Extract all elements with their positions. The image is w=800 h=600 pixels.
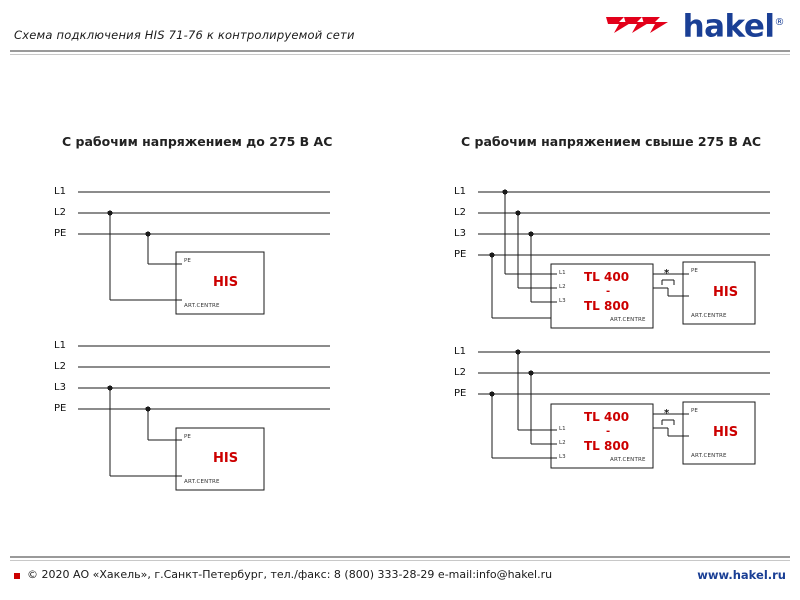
pin-label-l3-tl-bottom: L3 bbox=[559, 454, 566, 460]
footer-divider-thin bbox=[10, 560, 790, 561]
line-label-pe-left-bottom: PE bbox=[54, 403, 67, 414]
footer-divider-thick bbox=[10, 556, 790, 558]
line-label-l2-right-top: L2 bbox=[454, 207, 466, 218]
header-divider-thick bbox=[10, 50, 790, 52]
column-title-right: С рабочим напряжением свыше 275 В AC bbox=[461, 134, 762, 149]
art-centre-label-tl-bottom: ART.CENTRE bbox=[610, 457, 646, 463]
line-label-l1-right-bottom: L1 bbox=[454, 346, 466, 357]
hakel-logo bbox=[604, 4, 784, 45]
logo-wordmark bbox=[683, 4, 784, 45]
logo-text: hakel bbox=[682, 8, 775, 45]
asterisk-marker-top: * bbox=[664, 268, 670, 279]
art-centre-label-his-top: ART.CENTRE bbox=[691, 313, 727, 319]
lightning-bolts-icon bbox=[606, 13, 668, 35]
device-label-his-right-bottom: HIS bbox=[713, 425, 739, 440]
asterisk-marker-bottom: * bbox=[664, 408, 670, 419]
header-divider-thin bbox=[10, 54, 790, 55]
art-centre-label-tl-top: ART.CENTRE bbox=[610, 317, 646, 323]
pin-label-l3-tl-top: L3 bbox=[559, 298, 566, 304]
device-label-tl400-top: TL 400 bbox=[584, 270, 630, 284]
device-label-dash-bottom: - bbox=[606, 426, 611, 437]
device-label-tl800-bottom: TL 800 bbox=[584, 439, 630, 453]
line-label-pe-right-top: PE bbox=[454, 249, 467, 260]
wiring-schematic bbox=[0, 56, 800, 556]
pin-label-l1-tl-bottom: L1 bbox=[559, 426, 566, 432]
footer-website-link[interactable]: www.hakel.ru bbox=[697, 568, 786, 582]
pin-label-pe-his-bottom: PE bbox=[691, 408, 698, 414]
line-label-l1-left-bottom: L1 bbox=[54, 340, 66, 351]
pin-label-l2-tl-bottom: L2 bbox=[559, 440, 566, 446]
diagram-area bbox=[0, 56, 800, 556]
line-label-l1-left-top: L1 bbox=[54, 186, 66, 197]
art-centre-label-left-bottom: ART.CENTRE bbox=[184, 479, 220, 485]
pin-label-l2-tl-top: L2 bbox=[559, 284, 566, 290]
line-label-l3-right-top: L3 bbox=[454, 228, 466, 239]
page-header bbox=[0, 0, 800, 52]
line-label-l2-right-bottom: L2 bbox=[454, 367, 466, 378]
column-title-left: С рабочим напряжением до 275 В AC bbox=[62, 134, 333, 149]
pin-label-pe-his-top: PE bbox=[691, 268, 698, 274]
pin-label-l1-tl-top: L1 bbox=[559, 270, 566, 276]
line-label-pe-left-top: PE bbox=[54, 228, 67, 239]
line-label-pe-right-bottom: PE bbox=[454, 388, 467, 399]
pin-label-pe-left-top: PE bbox=[184, 258, 191, 264]
line-label-l2-left-bottom: L2 bbox=[54, 361, 66, 372]
device-label-tl400-bottom: TL 400 bbox=[584, 410, 630, 424]
logo-registered-mark: ® bbox=[774, 17, 784, 28]
footer-copyright: © 2020 АО «Хакель», г.Санкт-Петербург, тел./факс: 8 (800) 333-28-29 e-mail:info@hakel.ru bbox=[27, 568, 553, 581]
device-label-his-right-top: HIS bbox=[713, 285, 739, 300]
footer-bullet-icon bbox=[14, 573, 20, 579]
art-centre-label-left-top: ART.CENTRE bbox=[184, 303, 220, 309]
line-label-l3-left-bottom: L3 bbox=[54, 382, 66, 393]
device-label-dash-top: - bbox=[606, 286, 611, 297]
pin-label-pe-left-bottom: PE bbox=[184, 434, 191, 440]
line-label-l1-right-top: L1 bbox=[454, 186, 466, 197]
device-label-tl800-top: TL 800 bbox=[584, 299, 630, 313]
device-label-his-left-bottom: HIS bbox=[213, 451, 239, 466]
art-centre-label-his-bottom: ART.CENTRE bbox=[691, 453, 727, 459]
page-title: Схема подключения HIS 71-76 к контролируемой сети bbox=[14, 28, 355, 42]
device-label-his-left-top: HIS bbox=[213, 275, 239, 290]
line-label-l2-left-top: L2 bbox=[54, 207, 66, 218]
